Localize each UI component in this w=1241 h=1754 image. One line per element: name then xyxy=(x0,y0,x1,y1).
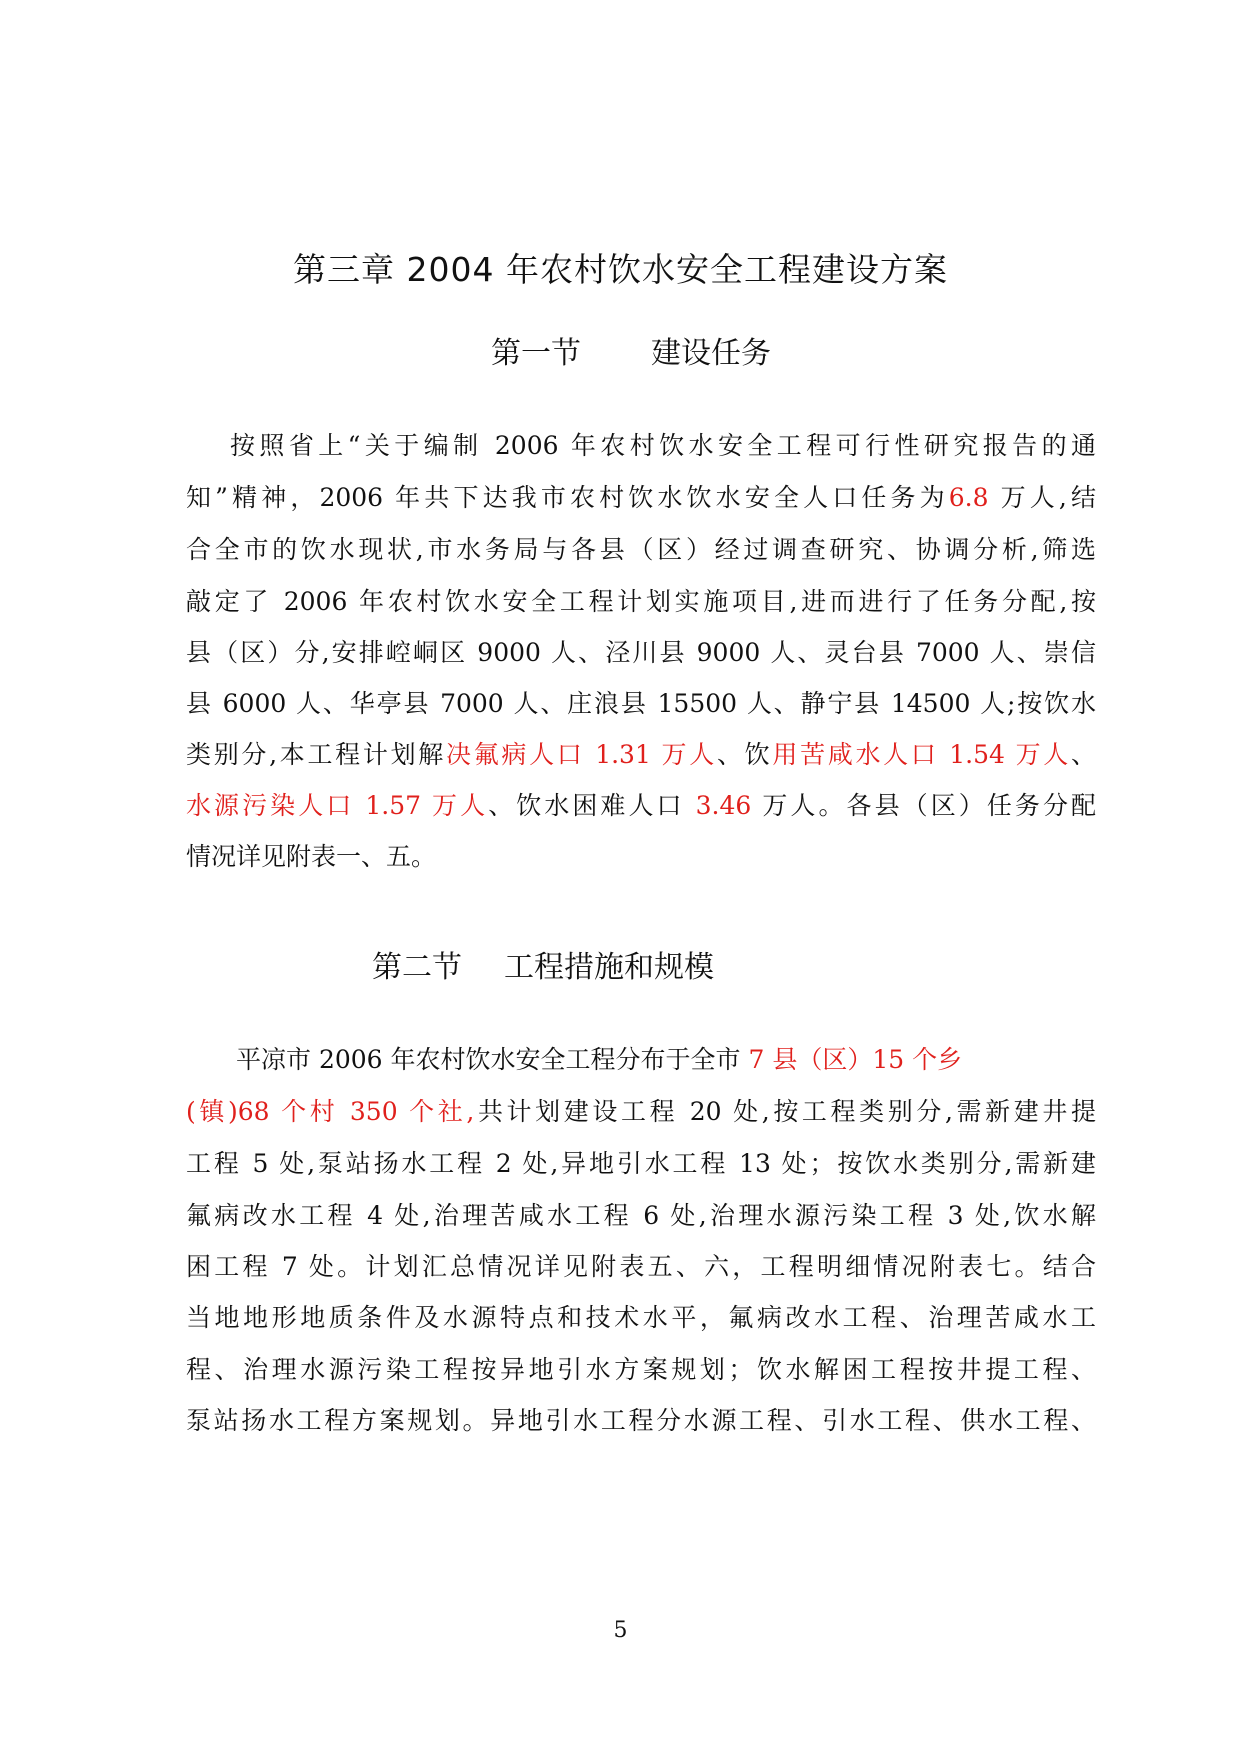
section2-label: 第二节 xyxy=(372,950,462,985)
s1-line-8: 水源污染人口 1.57 万人、饮水困难人口 3.46 万人。各县（区）任务分配 xyxy=(186,791,1097,820)
coverage-villages: (镇)68 个村 350 个社, xyxy=(186,1097,475,1126)
s2-line-8: 泵站扬水工程方案规划。异地引水工程分水源工程、引水工程、供水工程、 xyxy=(186,1406,1096,1435)
s2-line-3: 工程 5 处,泵站扬水工程 2 处,异地引水工程 13 处；按饮水类别分,需新建 xyxy=(186,1149,1096,1178)
s2-line-1: 平凉市 2006 年农村饮水安全工程分布于全市 7 县（区）15 个乡 xyxy=(236,1045,963,1074)
s1-line-5: 县（区）分,安排崆峒区 9000 人、泾川县 9000 人、灵台县 7000 人、崇信 xyxy=(186,638,1096,667)
section2-heading: 工程措施和规模 xyxy=(504,950,714,985)
s1-line-6: 县 6000 人、华亭县 7000 人、庄浪县 15500 人、静宁县 14500 人;按饮水 xyxy=(186,689,1096,718)
s1-line-3: 合全市的饮水现状,市水务局与各县（区）经过调查研究、协调分析,筛选 xyxy=(186,535,1096,564)
s1-line-7: 类别分,本工程计划解决氟病人口 1.31 万人、饮用苦咸水人口 1.54 万人、 xyxy=(186,740,1096,769)
fluorosis-population: 决氟病人口 1.31 万人 xyxy=(446,740,717,769)
page-number: 5 xyxy=(613,1618,628,1643)
s1-line-9: 情况详见附表一、五。 xyxy=(186,842,437,871)
task-total-value: 6.8 xyxy=(948,483,989,512)
section1-label: 第一节 xyxy=(491,336,581,371)
coverage-counties: 7 县（区）15 个乡 xyxy=(748,1045,963,1074)
s2-line-2: (镇)68 个村 350 个社,共计划建设工程 20 处,按工程类别分,需新建井提 xyxy=(186,1097,1096,1126)
s2-line-5: 困工程 7 处。计划汇总情况详见附表五、六，工程明细情况附表七。结合 xyxy=(186,1252,1096,1281)
water-shortage-population: 3.46 xyxy=(695,791,752,820)
polluted-source-population: 水源污染人口 1.57 万人 xyxy=(186,791,489,820)
section2-title xyxy=(372,942,714,986)
s1-line-4: 敲定了 2006 年农村饮水安全工程计划实施项目,进而进行了任务分配,按 xyxy=(186,587,1096,616)
s2-line-6: 当地地形地质条件及水源特点和技术水平，氟病改水工程、治理苦咸水工 xyxy=(186,1303,1096,1332)
bitter-water-population: 用苦咸水人口 1.54 万人 xyxy=(772,740,1071,769)
section1-title xyxy=(491,328,771,372)
section1-heading: 建设任务 xyxy=(651,336,771,371)
s2-line-7: 程、治理水源污染工程按异地引水方案规划；饮水解困工程按井提工程、 xyxy=(186,1355,1096,1384)
s1-line-1: 按照省上“关于编制 2006 年农村饮水安全工程可行性研究报告的通 xyxy=(230,431,1096,460)
s1-line-2: 知”精神，2006 年共下达我市农村饮水饮水安全人口任务为6.8 万人,结 xyxy=(186,483,1096,512)
s2-line-4: 氟病改水工程 4 处,治理苦咸水工程 6 处,治理水源污染工程 3 处,饮水解 xyxy=(186,1201,1096,1230)
chapter-title: 第三章 2004 年农村饮水安全工程建设方案 xyxy=(293,250,948,289)
